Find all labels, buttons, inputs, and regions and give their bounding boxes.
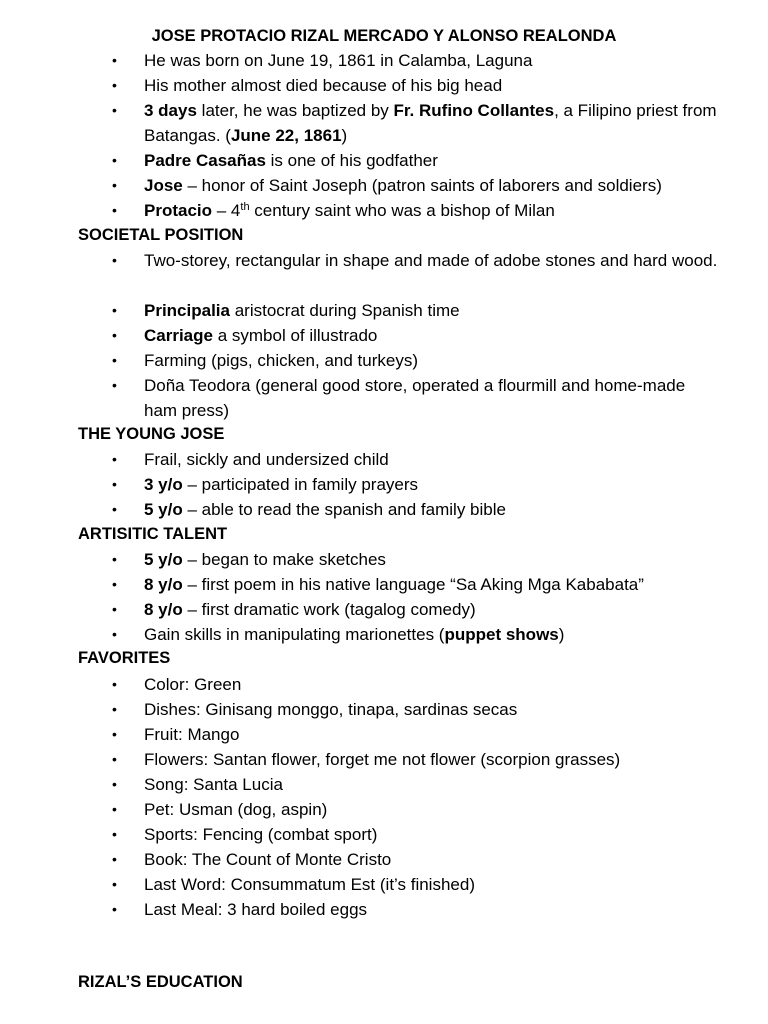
bullet-icon: •	[112, 327, 117, 343]
list-item: • Pet: Usman (dog, aspin)	[0, 797, 768, 822]
list-item: • Jose – honor of Saint Joseph (patron saints of laborers and soldiers)	[0, 173, 768, 198]
page-title: JOSE PROTACIO RIZAL MERCADO Y ALONSO REALONDA	[151, 27, 617, 45]
list-item: • Two-storey, rectangular in shape and made of adobe stones and hard wood.	[0, 248, 768, 298]
bullet-icon: •	[112, 801, 117, 817]
list-item: • Gain skills in manipulating marionettes (puppet shows)	[0, 622, 768, 647]
list-item: • Farming (pigs, chicken, and turkeys)	[0, 348, 768, 373]
section-heading-artistic: ARTISITIC TALENT	[78, 525, 228, 543]
bullet-icon: •	[112, 202, 117, 218]
list-item: • 5 y/o – able to read the spanish and family bible	[0, 497, 768, 522]
list-item: • 8 y/o – first poem in his native language “Sa Aking Mga Kababata”	[0, 572, 768, 597]
list-item: • 5 y/o – began to make sketches	[0, 547, 768, 572]
list-item: • Carriage a symbol of illustrado	[0, 323, 768, 348]
bullet-icon: •	[112, 177, 117, 193]
list-item: • Doña Teodora (general good store, operated a flourmill and home-made ham press)	[0, 373, 768, 423]
list-item: • His mother almost died because of his big head	[0, 73, 768, 98]
bullet-icon: •	[112, 302, 117, 318]
list-item: • Protacio – 4th century saint who was a bishop of Milan	[0, 198, 768, 223]
list-item: • Padre Casañas is one of his godfather	[0, 148, 768, 173]
bullet-icon: •	[112, 377, 117, 393]
bullet-icon: •	[112, 701, 117, 717]
bullet-icon: •	[112, 551, 117, 567]
list-item: • Last Word: Consummatum Est (it’s finished)	[0, 872, 768, 897]
bullet-icon: •	[112, 851, 117, 867]
bullet-icon: •	[112, 676, 117, 692]
bullet-icon: •	[112, 252, 117, 268]
bullet-icon: •	[112, 352, 117, 368]
list-item: • Last Meal: 3 hard boiled eggs	[0, 897, 768, 922]
bullet-icon: •	[112, 626, 117, 642]
intro-list	[0, 48, 768, 223]
list-item: • Dishes: Ginisang monggo, tinapa, sardinas secas	[0, 697, 768, 722]
list-item: • Fruit: Mango	[0, 722, 768, 747]
bullet-icon: •	[112, 726, 117, 742]
list-item: • Song: Santa Lucia	[0, 772, 768, 797]
bullet-icon: •	[112, 601, 117, 617]
bullet-icon: •	[112, 152, 117, 168]
bullet-icon: •	[112, 501, 117, 517]
section-heading-favorites: FAVORITES	[78, 649, 171, 667]
bullet-icon: •	[112, 476, 117, 492]
list-item: • 8 y/o – first dramatic work (tagalog comedy)	[0, 597, 768, 622]
young-list	[0, 447, 768, 522]
bullet-icon: •	[112, 876, 117, 892]
list-item: • Frail, sickly and undersized child	[0, 447, 768, 472]
bullet-icon: •	[112, 776, 117, 792]
section-heading-education: RIZAL’S EDUCATION	[78, 973, 243, 991]
list-item: • Flowers: Santan flower, forget me not flower (scorpion grasses)	[0, 747, 768, 772]
societal-list	[0, 248, 768, 423]
list-item: • Book: The Count of Monte Cristo	[0, 847, 768, 872]
favorites-list	[0, 672, 768, 922]
bullet-icon: •	[112, 102, 117, 118]
list-item: • 3 y/o – participated in family prayers	[0, 472, 768, 497]
list-item: • Principalia aristocrat during Spanish time	[0, 298, 768, 323]
bullet-icon: •	[112, 77, 117, 93]
bullet-icon: •	[112, 576, 117, 592]
list-item: • Sports: Fencing (combat sport)	[0, 822, 768, 847]
bullet-icon: •	[112, 901, 117, 917]
bullet-icon: •	[112, 751, 117, 767]
bullet-icon: •	[112, 451, 117, 467]
bullet-icon: •	[112, 52, 117, 68]
artistic-list	[0, 547, 768, 647]
list-item: • Color: Green	[0, 672, 768, 697]
list-item: • 3 days later, he was baptized by Fr. Rufino Collantes, a Filipino priest from Batangas. (June 22, 1861)	[0, 98, 768, 148]
section-heading-young: THE YOUNG JOSE	[78, 425, 225, 443]
section-heading-societal: SOCIETAL POSITION	[78, 226, 244, 244]
list-item: • He was born on June 19, 1861 in Calamba, Laguna	[0, 48, 768, 73]
bullet-icon: •	[112, 826, 117, 842]
